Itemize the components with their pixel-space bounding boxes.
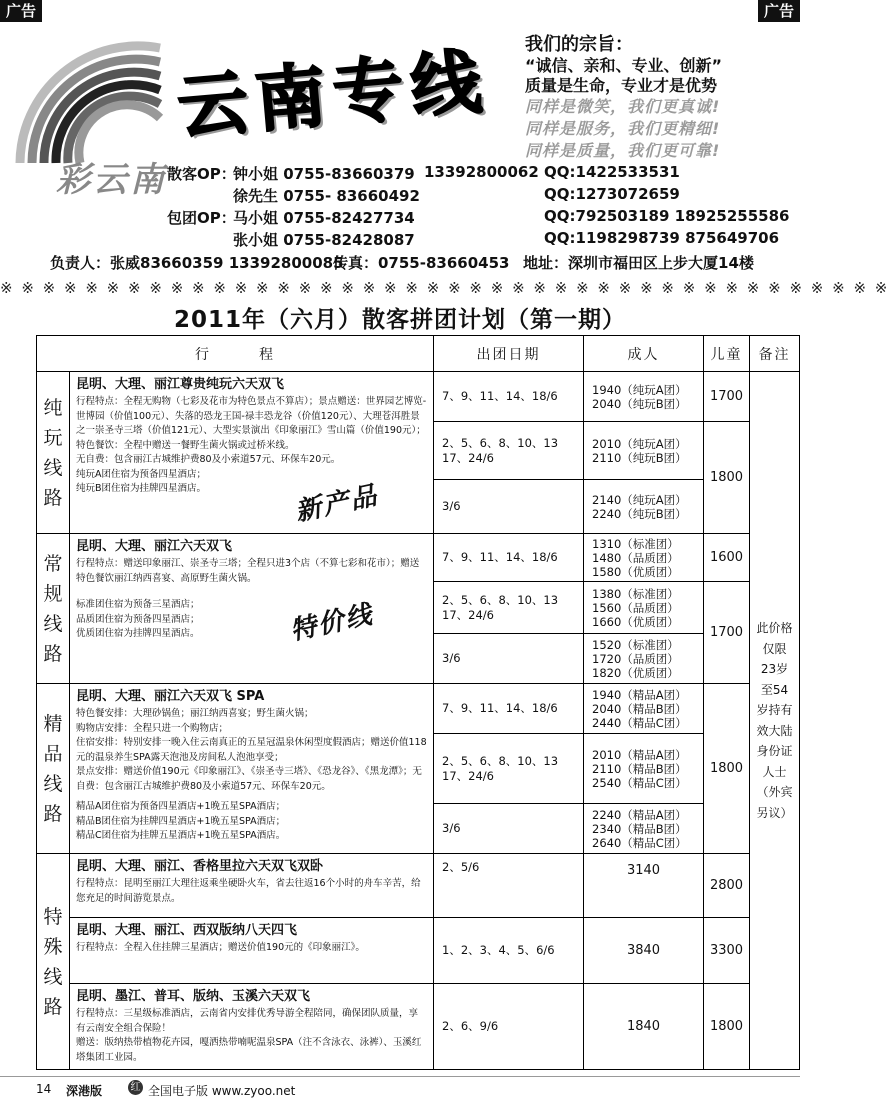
price-line: 1940（纯玩A团） xyxy=(592,382,687,397)
slogan-2: 同样是服务，我们更精细! xyxy=(525,119,721,138)
fit-contact-1-qq: QQ:1422533531 xyxy=(544,163,680,181)
price-line: 2110（精品B团） xyxy=(592,761,687,776)
route-feature: 购物店安排：全程只进一个购物店； xyxy=(76,722,229,734)
category-cell: 特殊线路 xyxy=(37,854,70,1070)
header-route: 行 程 xyxy=(37,336,434,372)
adult-price xyxy=(584,634,704,684)
route-feature: 行程特点：全程无购物（七彩及花市为特色景点不算店）；景点赠送：世界园艺博览-世博园（价值100元）、失落的恐龙王国-禄丰恐龙谷（价值120元）、大理苍洱胜景之一崇圣寺三塔（价值121元）、大型实景演出《印象丽江》雪山篇（价值190元）；特色餐饮：全程中赠送一餐野生菌火锅或过桥米线。 xyxy=(76,396,427,451)
route-feature: 行程特点：三星级标准酒店，云南省内安排优秀导游全程陪同，确保团队质量，享有云南安全组合保险！ xyxy=(76,1008,419,1034)
edition-badge-icon: 红 xyxy=(128,1080,143,1095)
mission-block xyxy=(525,30,785,162)
route-detail xyxy=(70,918,434,984)
header-date: 出团日期 xyxy=(434,336,584,372)
price-line: 2010（纯玩A团） xyxy=(592,436,687,451)
route-feature: 行程特点：赠送印象丽江、崇圣寺三塔；全程只进3个店（不算七彩和花市）；赠送特色餐饮丽江纳西喜宴、高原野生菌火锅。 xyxy=(76,558,420,584)
price-line: 2640（精品C团） xyxy=(592,835,687,850)
route-feature: 行程特点：昆明至丽江大理往返乘坐硬卧火车，省去往返16个小时的舟车辛苦，给您充足的时间游览景点。 xyxy=(76,878,421,904)
header xyxy=(0,0,889,300)
manager-contact: 负责人：张威83660359 13392800085 xyxy=(50,254,344,272)
fit-contact-1: 钟小姐 0755-83660379 xyxy=(233,165,415,183)
price-line: 1720（品质团） xyxy=(592,651,679,666)
table-header xyxy=(37,336,800,372)
departure-dates: 2、5、6、8、10、13 17、24/6 xyxy=(434,422,584,480)
table-row xyxy=(37,854,800,918)
adult-price xyxy=(584,372,704,422)
edition-label: 深港版 xyxy=(66,1084,103,1098)
mission-quality: 质量是生命，专业才是优势 xyxy=(525,76,718,95)
footer xyxy=(0,1076,800,1100)
price-line: 2040（纯玩B团） xyxy=(592,396,687,411)
price-line: 1820（优质团） xyxy=(592,665,679,680)
page-number: 14 xyxy=(36,1082,52,1096)
table-row xyxy=(37,534,800,582)
website-link[interactable]: 全国电子版 www.zyoo.net xyxy=(148,1084,296,1098)
price-line: 1380（标准团） xyxy=(592,586,679,601)
price-line: 1520（标准团） xyxy=(592,637,679,652)
page-title: 2011年（六月）散客拼团计划（第一期） xyxy=(173,307,626,333)
departure-dates: 3/6 xyxy=(434,634,584,684)
group-contact-1-qq: QQ:792503189 18925255586 xyxy=(544,207,790,225)
child-price: 1800 xyxy=(704,984,750,1070)
group-op-label: 包团OP： xyxy=(167,209,236,227)
special-price-stamp: 特价线 xyxy=(287,599,377,647)
adult-price xyxy=(584,734,704,804)
child-price: 1700 xyxy=(704,372,750,422)
price-line: 2010（精品A团） xyxy=(592,747,687,762)
route-feature: 标准团住宿为预备三星酒店； xyxy=(76,599,200,610)
ad-label-left: 广告 xyxy=(0,0,42,22)
rainbow-logo-icon xyxy=(10,28,180,163)
route-feature: 特色餐安排：大理砂锅鱼；丽江纳西喜宴；野生菌火锅； xyxy=(76,708,314,719)
route-detail xyxy=(70,372,434,534)
adult-price xyxy=(584,480,704,534)
route-name: 昆明、大理、丽江、西双版纳八天四飞 xyxy=(76,923,298,938)
child-price: 1700 xyxy=(704,582,750,684)
price-line: 2540（精品C团） xyxy=(592,775,687,790)
fit-contact-1-mobile: 13392800062 xyxy=(424,163,539,181)
category-cell: 精品线路 xyxy=(37,684,70,854)
departure-dates: 7、9、11、14、18/6 xyxy=(434,534,584,582)
route-feature: 住宿安排：特别安排一晚入住云南真正的五星冠温泉休闲型度假酒店；赠送价值118元的温泉养生SPA露天泡池及房间私人泡池享受； xyxy=(76,737,427,763)
route-name: 昆明、墨江、普耳、版纳、玉溪六天双飞 xyxy=(76,989,311,1004)
header-child: 儿童 xyxy=(704,336,750,372)
header-adult: 成人 xyxy=(584,336,704,372)
route-name: 昆明、大理、丽江六天双飞 SPA xyxy=(76,689,265,704)
departure-dates: 3/6 xyxy=(434,804,584,854)
office-address: 地址：深圳市福田区上步大厦14楼 xyxy=(523,254,754,272)
brand-title: 云南专线 xyxy=(174,40,493,150)
adult-price: 3840 xyxy=(584,918,704,984)
header-note: 备注 xyxy=(750,336,800,372)
tour-plan-table xyxy=(36,335,800,1070)
departure-dates: 2、5、6、8、10、13 17、24/6 xyxy=(434,582,584,634)
ad-label-right: 广告 xyxy=(758,0,800,22)
route-feature: 行程特点：全程入住挂牌三星酒店；赠送价值190元的《印象丽江》。 xyxy=(76,942,365,953)
child-price: 1800 xyxy=(704,684,750,854)
route-feature: 精品A团住宿为预备四星酒店+1晚五星SPA酒店； xyxy=(76,801,286,812)
mission-title: 我们的宗旨： xyxy=(525,34,633,55)
price-line: 1940（精品A团） xyxy=(592,687,687,702)
departure-dates: 7、9、11、14、18/6 xyxy=(434,684,584,734)
route-feature: 纯玩B团住宿为挂牌四星酒店。 xyxy=(76,483,207,494)
child-price: 3300 xyxy=(704,918,750,984)
price-line: 1480（品质团） xyxy=(592,550,679,565)
age-note: 此价格仅限23岁至54岁持有效大陆身份证人士（外宾另议） xyxy=(750,372,800,1070)
price-line: 1560（品质团） xyxy=(592,600,679,615)
route-name: 昆明、大理、丽江六天双飞 xyxy=(76,539,233,554)
child-price: 2800 xyxy=(704,854,750,918)
table-row xyxy=(37,984,800,1070)
route-detail xyxy=(70,984,434,1070)
fit-contact-2: 徐先生 0755- 83660492 xyxy=(233,187,420,205)
slogan-1: 同样是微笑，我们更真诚! xyxy=(525,97,721,116)
route-detail xyxy=(70,534,434,684)
adult-price xyxy=(584,684,704,734)
fit-contact-2-qq: QQ:1273072659 xyxy=(544,185,680,203)
price-line: 2440（精品C团） xyxy=(592,715,687,730)
departure-dates: 2、6、9/6 xyxy=(434,984,584,1070)
table-row xyxy=(37,372,800,422)
route-detail xyxy=(70,684,434,854)
route-feature: 品质团住宿为预备四星酒店； xyxy=(76,613,200,625)
price-line: 2240（纯玩B团） xyxy=(592,506,687,521)
route-detail xyxy=(70,854,434,918)
price-line: 2140（纯玩A团） xyxy=(592,492,687,507)
adult-price: 3140 xyxy=(584,854,704,918)
departure-dates: 3/6 xyxy=(434,480,584,534)
route-feature: 无自费：包含丽江古城维护费80及小索道57元、环保车20元。 xyxy=(76,454,341,465)
price-line: 2240（精品A团） xyxy=(592,807,687,822)
adult-price xyxy=(584,534,704,582)
route-feature: 赠送：版纳热带植物花卉园，嘎洒热带喃呢温泉SPA（注不含泳衣、泳裤）、玉溪红塔集团工业园。 xyxy=(76,1037,422,1063)
departure-dates: 1、2、3、4、5、6/6 xyxy=(434,918,584,984)
price-line: 1660（优质团） xyxy=(592,614,679,629)
star-divider-top: ※ ※ ※ ※ ※ ※ ※ ※ ※ ※ ※ ※ ※ ※ ※ ※ ※ ※ ※ ※ ※ ※ ※ ※ ※ ※ ※ ※ ※ ※ ※ ※ ※ ※ ※ ※ ※ ※ ※ ※ ※ ※ xyxy=(0,279,889,297)
fax-number: 传真：0755-83660453 xyxy=(333,254,510,272)
mission-motto: “诚信、亲和、专业、创新” xyxy=(525,56,723,75)
adult-price xyxy=(584,422,704,480)
brand-script: 彩云南 xyxy=(56,160,167,200)
departure-dates: 2、5、6、8、10、13 17、24/6 xyxy=(434,734,584,804)
route-feature: 优质团住宿为挂牌四星酒店。 xyxy=(76,628,200,639)
route-name: 昆明、大理、丽江尊贵纯玩六天双飞 xyxy=(76,377,285,392)
slogan-3: 同样是质量，我们更可靠! xyxy=(525,141,721,160)
group-contact-1: 马小姐 0755-82427734 xyxy=(233,209,415,227)
price-line: 2110（纯玩B团） xyxy=(592,450,687,465)
price-line: 2340（精品B团） xyxy=(592,821,687,836)
new-product-stamp: 新产品 xyxy=(292,480,382,528)
route-name: 昆明、大理、丽江、香格里拉六天双飞双卧 xyxy=(76,859,324,874)
route-feature: 精品C团住宿为挂牌五星酒店+1晚五星SPA酒店。 xyxy=(76,830,286,841)
category-cell: 常规线路 xyxy=(37,534,70,684)
adult-price xyxy=(584,804,704,854)
route-feature: 精品B团住宿为挂牌四星酒店+1晚五星SPA酒店； xyxy=(76,815,286,827)
departure-dates: 2、5/6 xyxy=(434,854,584,918)
adult-price: 1840 xyxy=(584,984,704,1070)
route-feature: 纯玩A团住宿为预备四星酒店； xyxy=(76,468,206,480)
fit-op-label: 散客OP： xyxy=(167,165,236,183)
route-feature: 景点安排：赠送价值190元《印象丽江》、《崇圣寺三塔》、《恐龙谷》、《黑龙潭》；无自费：包含丽江古城维护费80及小索道57元、环保车20元。 xyxy=(76,766,422,792)
category-cell: 纯玩线路 xyxy=(37,372,70,534)
price-line: 2040（精品B团） xyxy=(592,701,687,716)
child-price: 1800 xyxy=(704,422,750,534)
table-row xyxy=(37,918,800,984)
price-line: 1310（标准团） xyxy=(592,536,679,551)
adult-price xyxy=(584,582,704,634)
child-price: 1600 xyxy=(704,534,750,582)
group-contact-2-qq: QQ:1198298739 875649706 xyxy=(544,229,780,247)
group-contact-2: 张小姐 0755-82428087 xyxy=(233,231,415,249)
table-row xyxy=(37,684,800,734)
departure-dates: 7、9、11、14、18/6 xyxy=(434,372,584,422)
price-line: 1580（优质团） xyxy=(592,564,679,579)
